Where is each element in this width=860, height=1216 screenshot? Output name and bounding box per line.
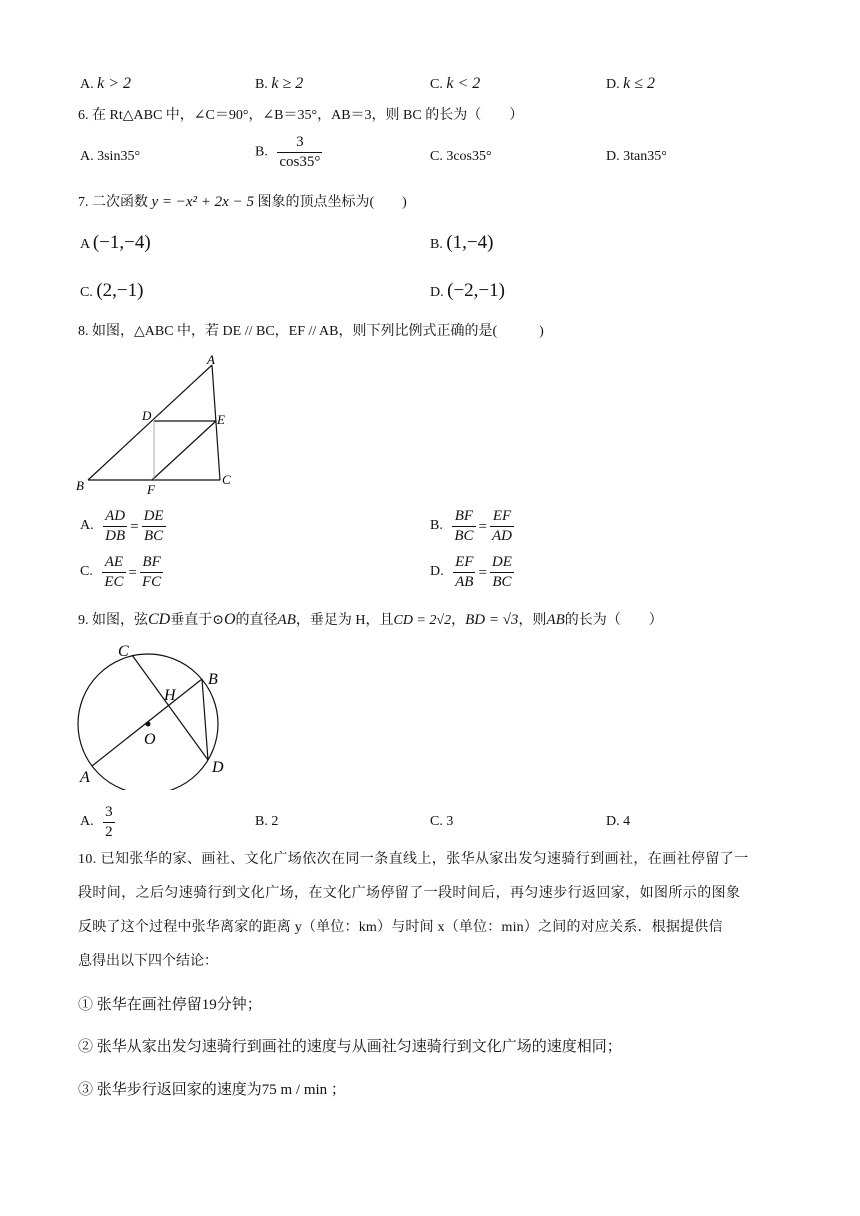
- q8-option-d: D. $\frac{EF}{AB}$ = $\frac{DE}{BC}$: [430, 554, 512, 590]
- q5-option-c: C. k < 2: [430, 75, 481, 92]
- q9-option-a: A. $\frac{3}{2}$: [80, 804, 113, 840]
- q7-stem: 7. 二次函数 y = −x² + 2x − 5 图象的顶点坐标为( ): [78, 194, 407, 210]
- q7-option-b: B. (1,−4): [430, 232, 494, 253]
- q9-option-d: D. 4: [606, 814, 631, 829]
- q7-option-c: C. (2,−1): [80, 280, 144, 301]
- q9-circle-figure: [70, 638, 240, 790]
- q6-option-b: B. $\frac{3}{\cos 35^\circ}$: [255, 134, 321, 170]
- q10-conclusion-2: ② 张华从家出发匀速骑行到画社的速度与从画社匀速骑行到文化广场的速度相同；: [78, 1039, 622, 1055]
- q8-label-d: D: [142, 408, 152, 423]
- q9-label-c: C: [118, 643, 129, 660]
- q10-conclusion-3: ③ 张华步行返回家的速度为75 m / min ；: [78, 1082, 346, 1098]
- q8-label-c: C: [222, 472, 231, 487]
- q8-label-f: F: [147, 482, 155, 497]
- q8-label-a: A: [207, 352, 215, 367]
- q5-option-d: D. k ≤ 2: [606, 75, 656, 92]
- q8-option-b: B. $\frac{BF}{BC}$ = $\frac{EF}{AD}$: [430, 508, 512, 544]
- q10-line-2: 段时间，之后匀速骑行到文化广场，在文化广场停留了一段时间后，再匀速步行返回家，如图所示的图象: [78, 886, 741, 901]
- q7-option-a: A (−1,−4): [80, 232, 151, 253]
- q8-option-c: C. $\frac{AE}{EC}$ = $\frac{BF}{FC}$: [80, 554, 162, 590]
- q8-stem: 8. 如图，△ABC 中，若 DE // BC，EF // AB，则下列比例式正确的是( ): [78, 324, 544, 339]
- q6-option-c: C. 3cos35°: [430, 149, 492, 164]
- q5-option-b: B. k ≥ 2: [255, 75, 304, 92]
- q6-option-a: A. 3sin35°: [80, 149, 141, 164]
- q9-label-d: D: [212, 759, 224, 776]
- q8-option-a: A. $\frac{AD}{DB}$ = $\frac{DE}{BC}$: [80, 508, 164, 544]
- q9-label-b: B: [208, 671, 218, 688]
- q10-line-1: 10. 已知张华的家、画社、文化广场依次在同一条直线上，张华从家出发匀速骑行到画社，在画社停留了一: [78, 852, 749, 867]
- q7-option-d: D. (−2,−1): [430, 280, 505, 301]
- q9-label-o: O: [144, 731, 156, 748]
- q10-line-3: 反映了这个过程中张华离家的距离 y（单位：km）与时间 x（单位：min）之间的对应关系．根据提供信: [78, 920, 723, 935]
- q9-option-c: C. 3: [430, 814, 454, 829]
- q10-conclusion-1: ① 张华在画社停留19分钟；: [78, 997, 262, 1013]
- q9-option-b: B. 2: [255, 814, 279, 829]
- q9-label-h: H: [164, 687, 176, 704]
- q8-label-e: E: [217, 412, 225, 427]
- q6-stem: 6. 在 Rt△ABC 中，∠C＝90°，∠B＝35°，AB＝3，则 BC 的长为（ ）: [78, 108, 524, 123]
- q8-triangle-figure: [70, 350, 250, 500]
- q6-option-d: D. 3tan35°: [606, 149, 667, 164]
- q10-line-4: 息得出以下四个结论：: [78, 954, 218, 969]
- q5-option-a: A. k > 2: [80, 75, 132, 92]
- q8-label-b: B: [76, 478, 84, 493]
- q9-label-a: A: [80, 769, 90, 786]
- q9-stem: 9. 如图，弦CD垂直于⊙O的直径AB，垂足为 H，且CD = 2√2，BD = √3，则AB的长为（ ）: [78, 611, 663, 628]
